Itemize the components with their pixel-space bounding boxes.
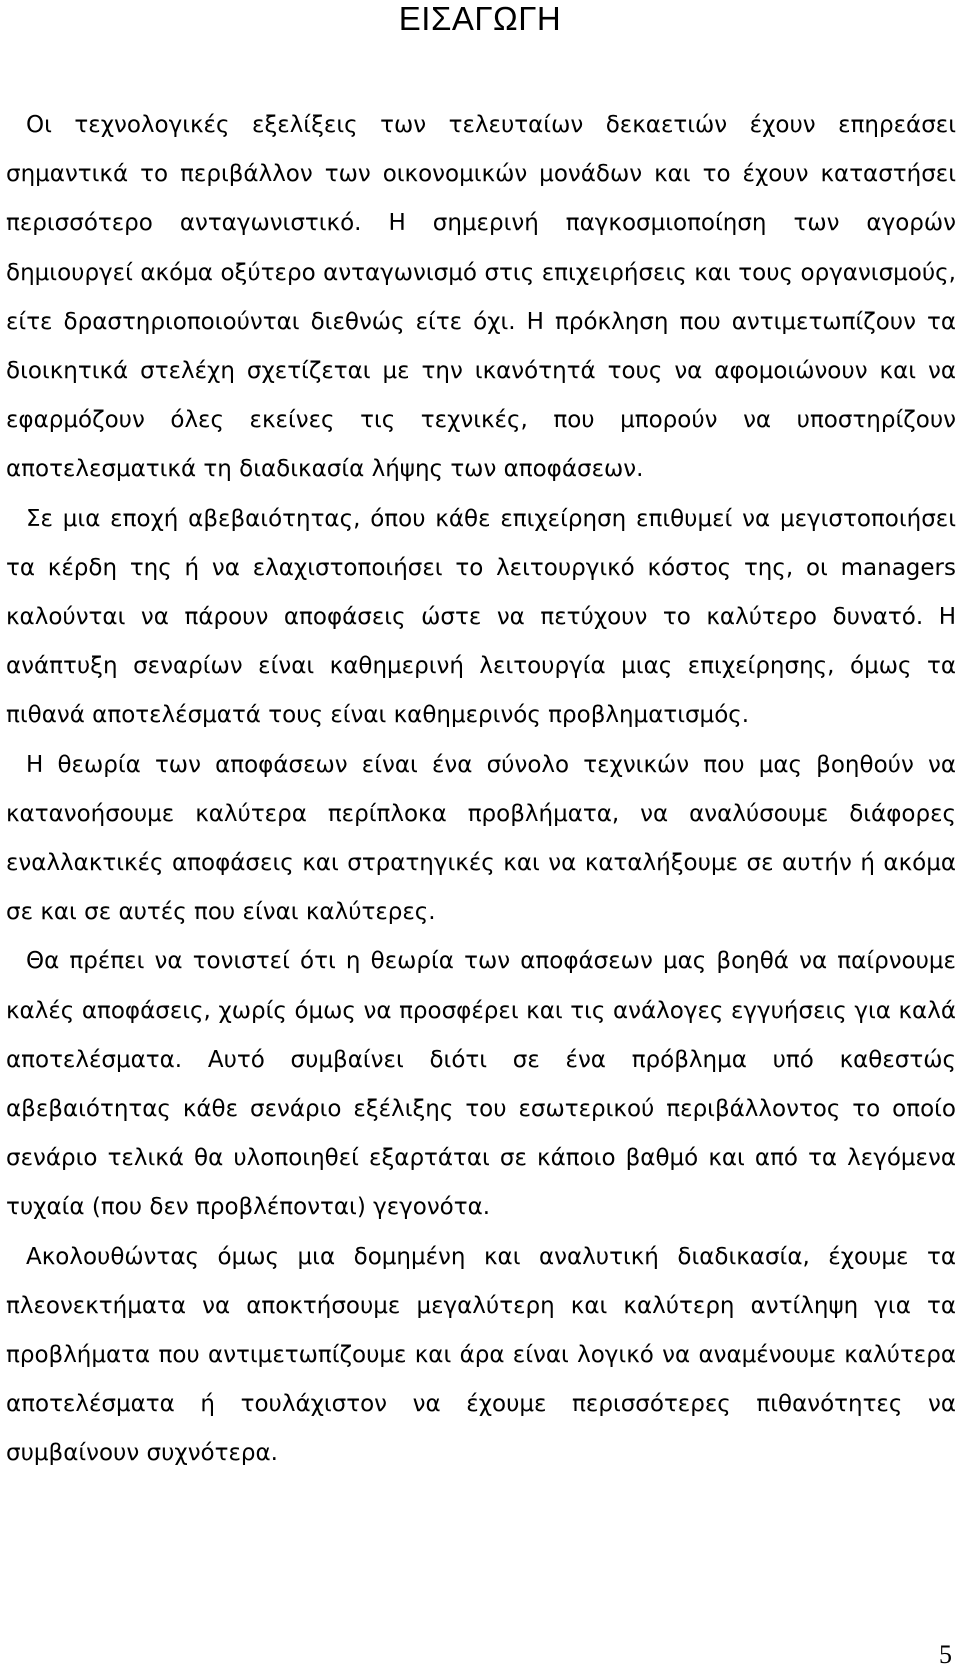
paragraph-3: Η θεωρία των αποφάσεων είναι ένα σύνολο τεχνικών που μας βοηθούν να κατανοήσουμε καλύτερα περίπλοκα προβλήματα, να αναλύσουμε διάφορες εναλλακτικές αποφάσεις και στρατηγικές και να καταλήξουμε σε αυτήν ή ακόμα σε και σε αυτές που είναι καλύτερες. (6, 751, 956, 926)
page-number: 5 (939, 1640, 952, 1669)
paragraph-4: Θα πρέπει να τονιστεί ότι η θεωρία των αποφάσεων μας βοηθά να παίρνουμε καλές αποφάσεις, χωρίς όμως να προσφέρει και τις ανάλογες εγγυήσεις για καλά αποτελέσματα. Αυτό συμβαίνει διότι σε ένα πρόβλημα υπό καθεστώς αβεβαιότητας κάθε σενάριο εξέλιξης του εσωτερικού περιβάλλοντος το οποίο σενάριο τελικά θα υλοποιηθεί εξαρτάται σε κάποιο βαθμό και από τα λεγόμενα τυχαία (που δεν προβλέπονται) γεγονότα. (6, 948, 956, 1221)
paragraph-5: Ακολουθώντας όμως μια δομημένη και αναλυτική διαδικασία, έχουμε τα πλεονεκτήματα να αποκτήσουμε μεγαλύτερη και καλύτερη αντίληψη για τα προβλήματα που αντιμετωπίζουμε και άρα είναι λογικό να αναμένουμε καλύτερα αποτελέσματα ή τουλάχιστον να έχουμε περισσότερες πιθανότητες να συμβαίνουν συχνότερα. (6, 1243, 956, 1467)
page-title: ΕΙΣΑΓΩΓΗ (398, 0, 562, 37)
paragraph-2: Σε μια εποχή αβεβαιότητας, όπου κάθε επιχείρηση επιθυμεί να μεγιστοποιήσει τα κέρδη της ή να ελαχιστοποιήσει το λειτουργικό κόστος της, οι managers καλούνται να πάρουν αποφάσεις ώστε να πετύχουν το καλύτερο δυνατό. Η ανάπτυξη σεναρίων είναι καθημερινή λειτουργία μιας επιχείρησης, όμως τα πιθανά αποτελέσματά τους είναι καθημερινός προβληματισμός. (6, 505, 956, 729)
paragraph-1: Οι τεχνολογικές εξελίξεις των τελευταίων δεκαετιών έχουν επηρεάσει σημαντικά το περιβάλλον των οικονομικών μονάδων και το έχουν καταστήσει περισσότερο ανταγωνιστικό. Η σημερινή παγκοσμιοποίηση των αγορών δημιουργεί ακόμα οξύτερο ανταγωνισμό στις επιχειρήσεις και τους οργανισμούς, είτε δραστηριοποιούνται διεθνώς είτε όχι. Η πρόκληση που αντιμετωπίζουν τα διοικητικά στελέχη σχετίζεται με την ικανότητά τους να αφομοιώνουν και να εφαρμόζουν όλες εκείνες τις τεχνικές, που μπορούν να υποστηρίζουν αποτελεσματικά τη διαδικασία λήψης των αποφάσεων. (6, 112, 956, 483)
body-text (6, 101, 956, 1479)
